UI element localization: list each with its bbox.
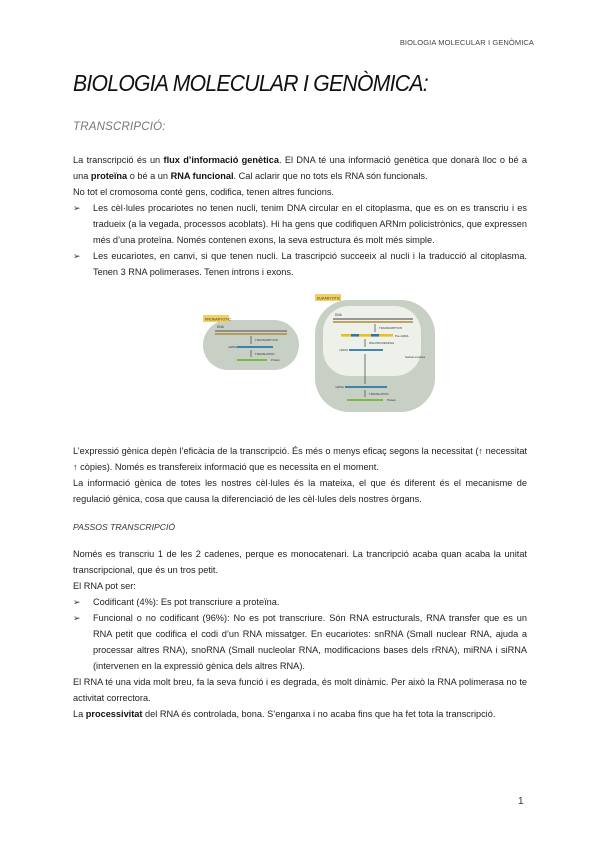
bullet-coding: ➢ Codificant (4%): Es pot transcriure a proteïna. xyxy=(73,594,527,610)
steps-paragraph-2: El RNA pot ser: xyxy=(73,581,136,591)
pre-mrna-exon-1 xyxy=(341,334,351,337)
prokaryotic-mrna-label: mRNA xyxy=(228,345,237,349)
section-title: TRANSCRIPCIÓ: xyxy=(73,121,166,133)
steps-paragraph-4: La processivitat del RNA és controlada, bona. S’enganxa i no acaba fins que ha fet tota la transcripció. xyxy=(73,709,496,719)
bullet-arrow-icon: ➢ xyxy=(73,203,81,213)
rna-processing-label: RNA PROCESSING xyxy=(369,341,395,345)
bullet-arrow-icon: ➢ xyxy=(73,597,81,607)
steps-block xyxy=(73,546,527,722)
page-number: 1 xyxy=(518,796,524,807)
expression-block xyxy=(73,443,527,507)
eukaryotic-protein-label: Protein xyxy=(387,398,396,402)
pre-mrna-exon-3 xyxy=(379,334,393,337)
bullet-eukaryotes: ➢ Les eucariotes, en canvi, si que tenen nucli. La trascripció succeeix al nucli i la traducció al citoplasma. Tenen 3 RNA polimerases. Tenen introns i exons. xyxy=(73,248,527,280)
eukaryotic-dna-label: DNA xyxy=(335,313,342,317)
running-header: BIOLOGIA MOLECULAR I GENÒMICA xyxy=(399,38,534,47)
expression-paragraph-1: L’expressió gènica depèn l’eficàcia de la transcripció. És més o menys eficaç segons la necessitat (↑ necessitat ↑ còpies). Només es transfereix informació que es necessita en el moment. xyxy=(73,446,527,472)
steps-paragraph-3: El RNA té una vida molt breu, fa la seva funció i es degrada, és molt dinàmic. Per això la RNA polimerasa no te activitat correctora. xyxy=(73,677,527,703)
pre-mrna-label: Pre-mRNA xyxy=(395,334,409,338)
intro-paragraph-1: La transcripció és un flux d’informació genètica. El DNA té una informació genètica que donarà lloc o bé a una proteïna o bé a un RNA funcional. Cal aclarir que no tots els RNA són funcionals. xyxy=(73,155,528,181)
eukaryotic-translation-label: TRANSLATION xyxy=(369,392,389,396)
prokaryotic-protein-label: Protein xyxy=(271,358,280,362)
eukaryotic-mrna-label-1: mRNA xyxy=(339,348,348,352)
steps-heading: PASSOS TRANSCRIPCIÓ xyxy=(73,522,176,532)
pre-mrna xyxy=(341,334,393,337)
eukaryotic-tag-label: EUKARYOTIC xyxy=(317,296,341,301)
eukaryotic-transcription-label: TRANSCRIPTION xyxy=(379,326,402,330)
nuclear-envelope-label: Nuclear envelope xyxy=(405,356,426,359)
prokaryotic-transcription-label: TRANSCRIPTION xyxy=(255,338,278,342)
eukaryotic-mrna-label-2: mRNA xyxy=(335,385,344,389)
expression-paragraph-2: La informació gènica de totes les nostres cèl·lules és la mateixa, el que és diferent és el mecanisme de regulació gènica, cosa que causa la diferenciació de les cèl·lules dels nostres òrgans. xyxy=(73,478,527,504)
pre-mrna-exon-2 xyxy=(359,334,371,337)
bullet-arrow-icon: ➢ xyxy=(73,613,81,623)
bullet-prokaryotes: ➢ Les cèl·lules procariotes no tenen nucli, tenim DNA circular en el citoplasma, que es on es transcriu i es tradueix (a la vegada, processos acoblats). Hi ha gens que codifiquen ARNm policistrònics, que expressen més d’una proteïna. Només contenen exons, la seva estructura és molt més simple. xyxy=(73,200,527,248)
pre-mrna-intron-1 xyxy=(351,334,359,337)
intro-paragraph-2: No tot el cromosoma conté gens, codifica, tenen altres funcions. xyxy=(73,187,334,197)
steps-paragraph-1: Només es transcriu 1 de les 2 cadenes, perque es monocatenari. La trancripció acaba quan acaba la unitat transcripcional, que és un tros petit. xyxy=(73,549,527,575)
pre-mrna-intron-2 xyxy=(371,334,379,337)
transcription-figure xyxy=(195,294,441,414)
prokaryotic-tag-label: PROKARYOTIC xyxy=(205,317,232,322)
bullet-noncoding: ➢ Funcional o no codificant (96%): No es pot transcriure. Són RNA estructurals, RNA transfer que es un RNA petit que codifica el codi d’un RNA missatger. En eucariotes: snRNA (Small nuclear RNA, ajuda a processar altres RNA), snoRNA (Small nucleolar RNA, modificacions bases dels rRNA), miRNA i siRNA (intervenen en la expressió gènica dels altres RNA). xyxy=(73,610,527,674)
bullet-arrow-icon: ➢ xyxy=(73,251,81,261)
page-title: BIOLOGIA MOLECULAR I GENÒMICA: xyxy=(73,70,428,96)
prokaryotic-translation-label: TRANSLATION xyxy=(255,352,275,356)
intro-block xyxy=(73,152,527,280)
prokaryotic-dna-label: DNA xyxy=(217,325,224,329)
